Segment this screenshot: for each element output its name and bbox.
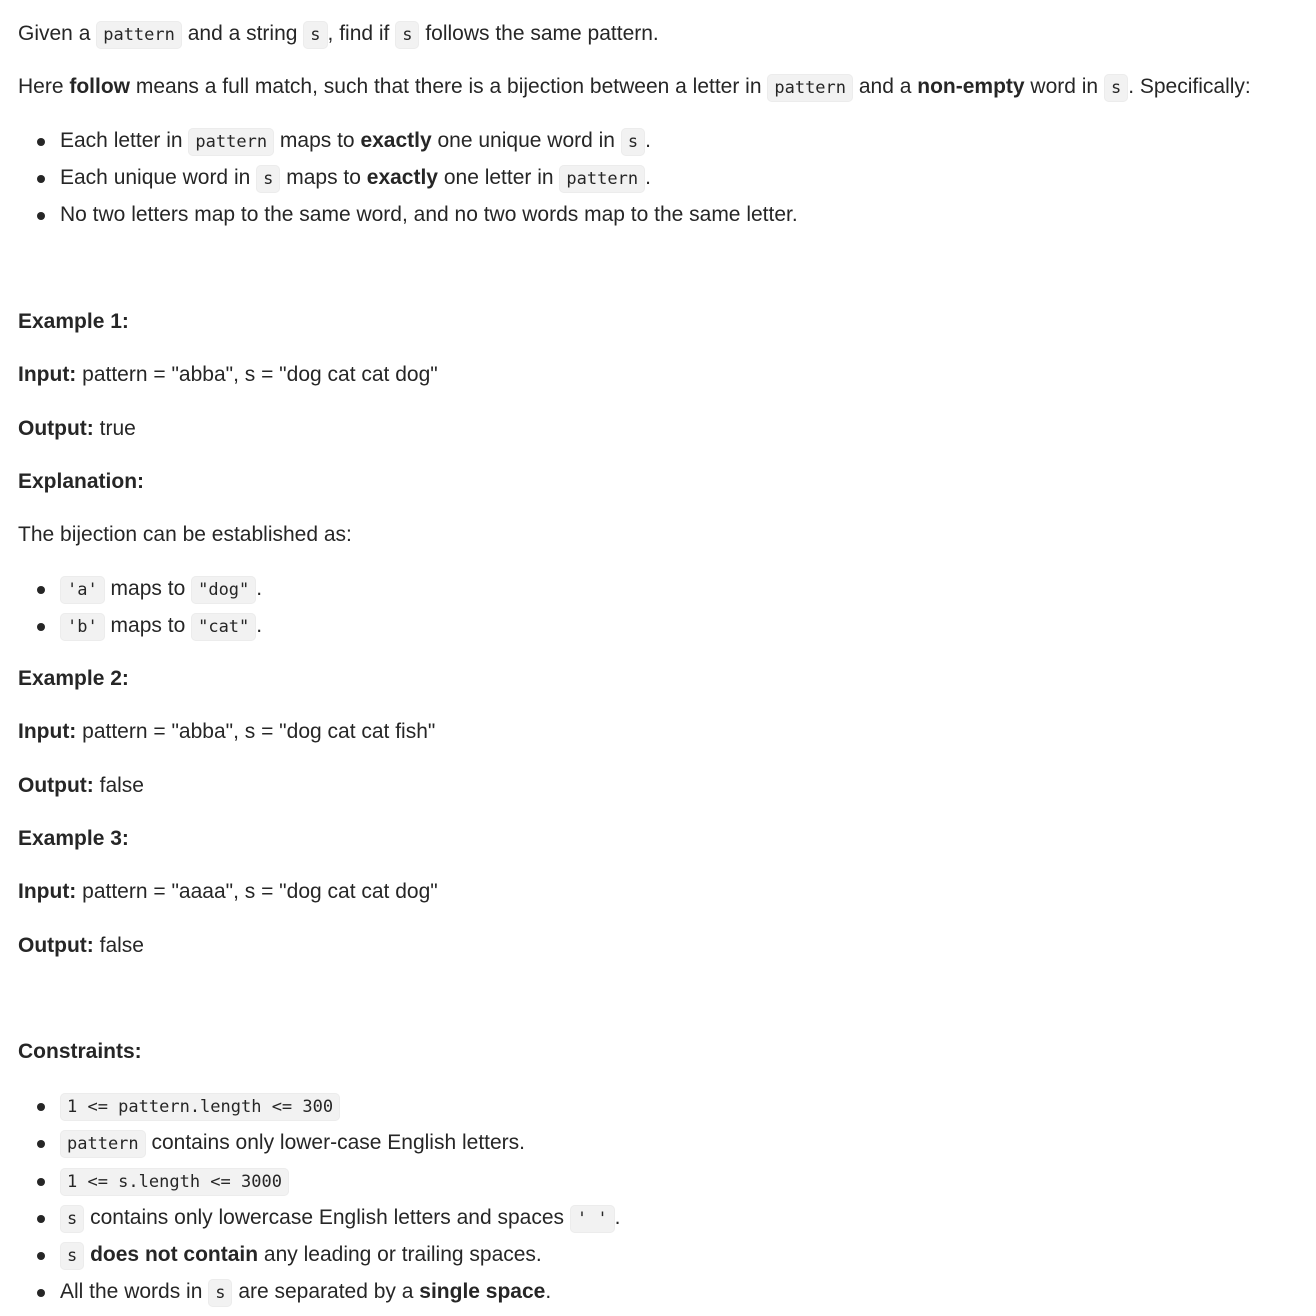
text: means a full match, such that there is a bijection between a letter in <box>130 75 768 98</box>
bullet-icon <box>37 1215 45 1223</box>
text: Each letter in <box>60 129 189 152</box>
example-1-explanation-label <box>18 468 144 496</box>
inline-code: 1 <= s.length <= 3000 <box>60 1168 289 1196</box>
inline-code: pattern <box>60 1130 146 1158</box>
text: are separated by a <box>232 1280 420 1303</box>
inline-code: 'a' <box>60 576 105 604</box>
bullet-icon <box>37 586 45 594</box>
example-2-input <box>18 718 435 746</box>
example-3-input <box>18 878 438 906</box>
text: Here <box>18 75 70 98</box>
text: maps to <box>104 614 192 637</box>
text: Given a <box>18 22 97 45</box>
constraints-title <box>18 1038 142 1066</box>
example-1-explanation-text <box>18 521 352 549</box>
bullet-icon <box>37 1140 45 1148</box>
value: true <box>93 417 136 440</box>
heading: Example 1: <box>18 310 129 333</box>
bold-text: single space <box>419 1280 546 1303</box>
bold-text: exactly <box>360 129 432 152</box>
inline-code: s <box>60 1205 84 1233</box>
example-3-title <box>18 825 129 853</box>
bullet-icon <box>37 212 45 220</box>
follow-definition <box>18 73 1251 101</box>
text: . <box>645 166 651 189</box>
inline-code: 1 <= pattern.length <= 300 <box>60 1093 340 1121</box>
value: pattern = "abba", s = "dog cat cat fish" <box>76 720 436 743</box>
text: , find if <box>327 22 396 45</box>
label: Input: <box>18 363 77 386</box>
example-2-output <box>18 772 144 800</box>
inline-code: s <box>303 21 327 49</box>
label: Output: <box>18 417 94 440</box>
bold-text: does not contain <box>90 1243 259 1266</box>
text: one letter in <box>438 166 560 189</box>
text: Each unique word in <box>60 166 257 189</box>
bullet-icon <box>37 623 45 631</box>
example-2-title <box>18 665 129 693</box>
bullet-icon <box>37 175 45 183</box>
text: . <box>614 1206 621 1229</box>
bold-text: exactly <box>366 166 438 189</box>
text: follows the same pattern. <box>419 22 659 45</box>
bullet-icon <box>37 1289 45 1297</box>
label: Output: <box>18 774 94 797</box>
label: Output: <box>18 934 94 957</box>
example-3-output <box>18 932 144 960</box>
inline-code: pattern <box>188 128 274 156</box>
text: . <box>256 577 263 600</box>
heading: Example 3: <box>18 827 129 850</box>
text: maps to <box>274 129 361 152</box>
inline-code: "dog" <box>191 576 256 604</box>
text: maps to <box>104 577 192 600</box>
value: pattern = "abba", s = "dog cat cat dog" <box>76 363 438 386</box>
inline-code: s <box>621 128 645 156</box>
text: contains only lower-case English letters. <box>145 1131 525 1154</box>
bullet-icon <box>37 1103 45 1111</box>
text: . Specifically: <box>1128 75 1251 98</box>
inline-code: "cat" <box>191 613 256 641</box>
value: false <box>93 774 144 797</box>
label: Input: <box>18 720 77 743</box>
label: Explanation: <box>18 470 145 493</box>
label: Input: <box>18 880 77 903</box>
text: All the words in <box>60 1280 209 1303</box>
inline-code: pattern <box>96 21 182 49</box>
text: contains only lowercase English letters and spaces <box>84 1206 570 1229</box>
bold-text: non-empty <box>917 75 1025 98</box>
inline-code: s <box>208 1279 232 1307</box>
text: . <box>545 1280 552 1303</box>
text: one unique word in <box>431 129 621 152</box>
intro-statement <box>18 20 659 48</box>
heading: Example 2: <box>18 667 129 690</box>
text: . <box>256 614 263 637</box>
text: The bijection can be established as: <box>18 523 352 546</box>
bold-text: follow <box>69 75 131 98</box>
inline-code: s <box>256 165 280 193</box>
text: maps to <box>280 166 367 189</box>
text: and a string <box>181 22 304 45</box>
example-1-title <box>18 308 129 336</box>
inline-code: s <box>395 21 419 49</box>
text: . <box>645 129 651 152</box>
text: word in <box>1024 75 1104 98</box>
inline-code: s <box>1104 74 1128 102</box>
example-1-input <box>18 361 438 389</box>
value: false <box>93 934 144 957</box>
bullet-icon <box>37 1178 45 1186</box>
inline-code: 'b' <box>60 613 105 641</box>
inline-code: pattern <box>767 74 853 102</box>
inline-code: s <box>60 1242 84 1270</box>
heading: Constraints: <box>18 1040 142 1063</box>
text: No two letters map to the same word, and no two words map to the same letter. <box>60 203 798 226</box>
text: any leading or trailing spaces. <box>258 1243 542 1266</box>
bullet-icon <box>37 138 45 146</box>
text: and a <box>853 75 918 98</box>
example-1-output <box>18 415 136 443</box>
inline-code: ' ' <box>570 1205 615 1233</box>
value: pattern = "aaaa", s = "dog cat cat dog" <box>76 880 438 903</box>
bullet-icon <box>37 1252 45 1260</box>
inline-code: pattern <box>559 165 645 193</box>
